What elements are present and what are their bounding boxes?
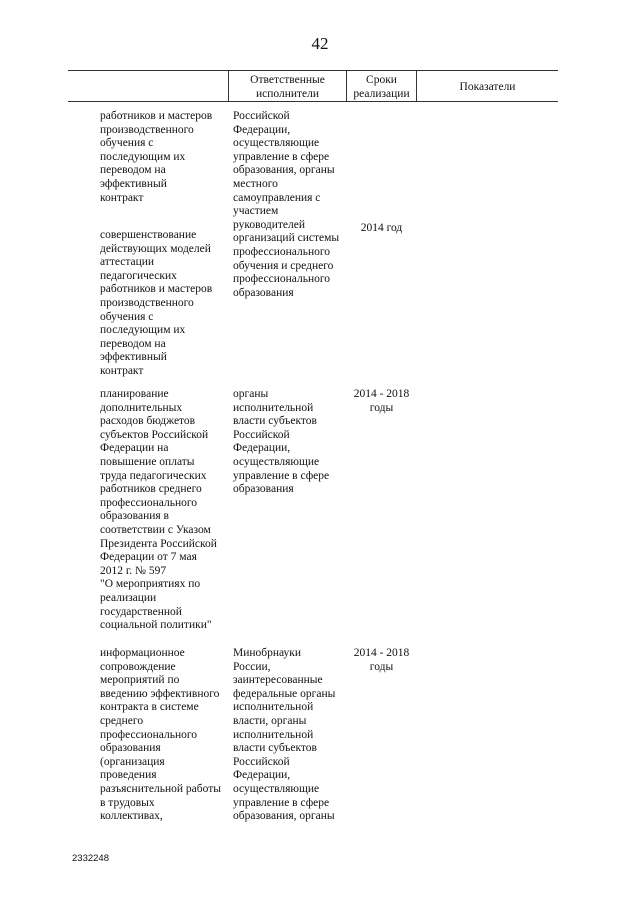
header-responsible: Ответственные исполнители <box>250 74 325 100</box>
document-id: 2332248 <box>72 853 109 864</box>
row-4-measure: информационное сопровождение мероприятий по введению эффективного контракта в системе среднего профессионального образования (организация проведения разъяснительной работы в трудовых коллективах, <box>100 647 221 823</box>
header-deadline: Сроки реализации <box>353 74 410 100</box>
header-indicators: Показатели <box>459 81 516 93</box>
header-top-rule <box>68 70 558 71</box>
row-1-measure: работников и мастеров производственного обучения с последующим их переводом на эффективный контракт <box>100 110 213 204</box>
header-bottom-rule <box>68 101 558 102</box>
row-3-deadline: 2014 - 2018 годы <box>353 388 410 414</box>
row-1-executors: Российской Федерации, осуществляющие управление в сфере образования, органы местного самоуправления с участием руководителей организаций системы профессионального обучения и среднего профессионального образования <box>233 110 340 299</box>
row-3-executors: органы исполнительной власти субъектов Российской Федерации, осуществляющие управление в сфере образования <box>233 388 330 496</box>
row-2-measure: совершенствование действующих моделей аттестации педагогических работников и мастеров производственного обучения с последующим их переводом на эффективный контракт <box>100 229 213 377</box>
row-2-deadline: 2014 год <box>360 222 403 234</box>
row-4-executors: Минобрнауки России, заинтересованные федеральные органы исполнительной власти, органы исполнительной власти субъектов Российской Федерации, осуществляющие управление в сфере образования, органы <box>233 647 336 823</box>
row-3-measure: планирование дополнительных расходов бюджетов субъектов Российской Федерации на повышение оплаты труда педагогических работников среднего профессионального образования в соответствии с Указом Президента Российской Федерации от 7 мая 2012 г. № 597 "О мероприятиях по реализации государственной социальной политики" <box>100 388 217 632</box>
page-number: 42 <box>311 34 329 53</box>
row-4-deadline: 2014 - 2018 годы <box>353 647 410 673</box>
